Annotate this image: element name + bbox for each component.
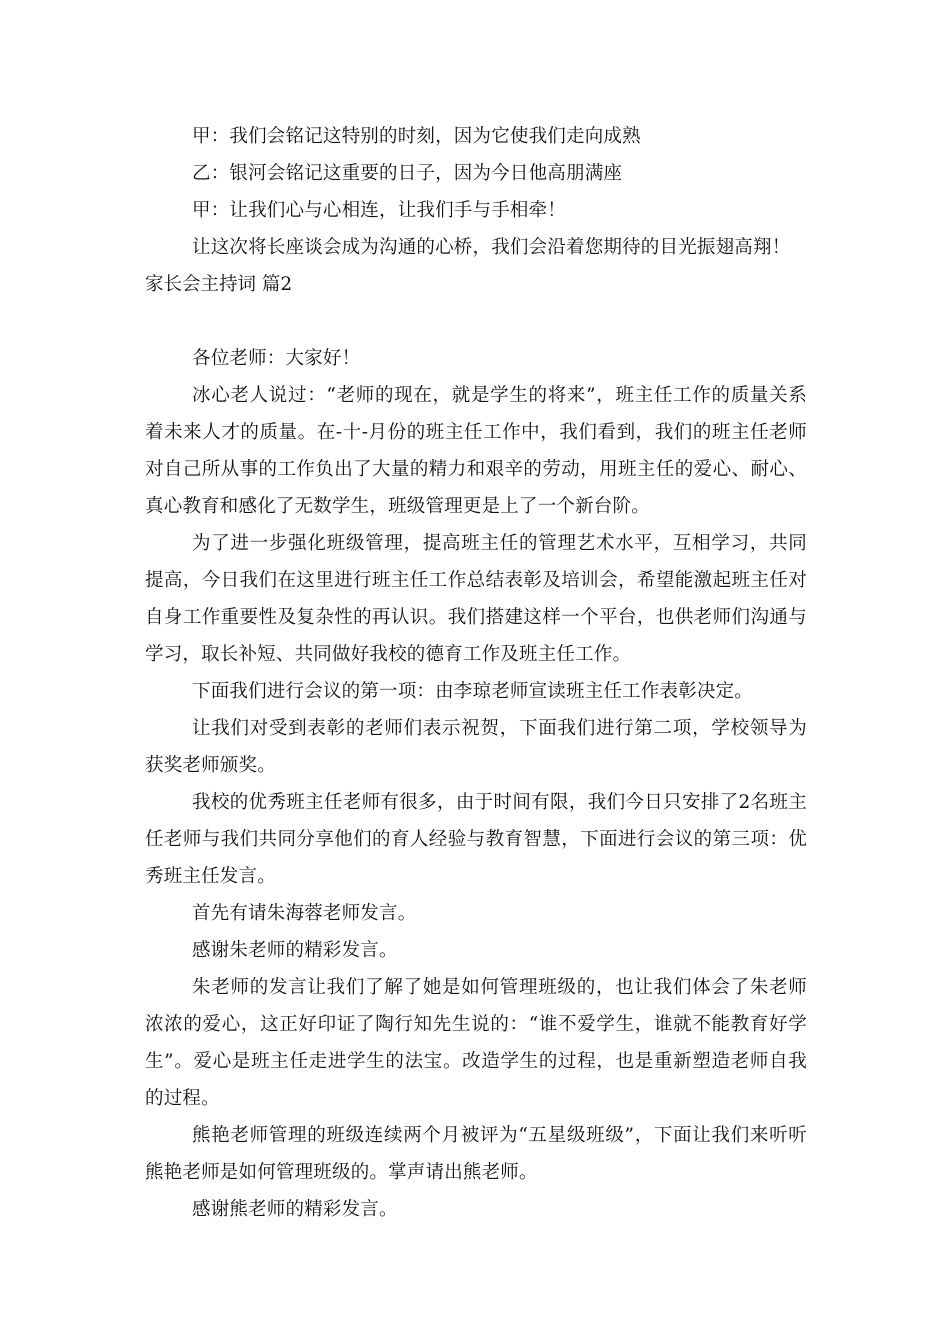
greeting-line: 各位老师：大家好！ (192, 348, 361, 369)
body-paragraph: 下面我们进行会议的第一项：由李琼老师宣读班主任工作表彰决定。 (192, 681, 754, 702)
body-paragraph: 首先有请朱海蓉老师发言。 (192, 903, 417, 924)
body-paragraph: 让我们对受到表彰的老师们表示祝贺，下面我们进行第二项，学校领导为获奖老师颁奖。 (145, 718, 807, 776)
closing-line: 让这次将长座谈会成为沟通的心桥，我们会沿着您期待的目光振翅高翔！ (192, 237, 791, 258)
blank-line (145, 303, 807, 340)
dialogue-line: 甲：让我们心与心相连，让我们手与手相牵！ (192, 200, 567, 221)
document-body (145, 118, 807, 1228)
section-heading: 家长会主持词 篇2 (145, 274, 293, 295)
body-paragraph: 冰心老人说过：“老师的现在，就是学生的将来”，班主任工作的质量关系着未来人才的质量。在-十-月份的班主任工作中，我们看到，我们的班主任老师对自己所从事的工作负出了大量的精力和艰辛的劳动，用班主任的爱心、耐心、真心教育和感化了无数学生，班级管理更是上了一个新台阶。 (145, 385, 807, 517)
body-paragraph: 我校的优秀班主任老师有很多，由于时间有限，我们今日只安排了2名班主任老师与我们共同分享他们的育人经验与教育智慧，下面进行会议的第三项：优秀班主任发言。 (145, 792, 807, 887)
body-paragraph: 朱老师的发言让我们了解了她是如何管理班级的，也让我们体会了朱老师浓浓的爱心，这正好印证了陶行知先生说的：“谁不爱学生，谁就不能教育好学生”。爱心是班主任走进学生的法宝。改造学生的过程，也是重新塑造老师自我的过程。 (145, 977, 807, 1109)
body-paragraph: 熊艳老师管理的班级连续两个月被评为“五星级班级”，下面让我们来听听熊艳老师是如何管理班级的。掌声请出熊老师。 (145, 1125, 807, 1183)
body-paragraph: 为了进一步强化班级管理，提高班主任的管理艺术水平，互相学习，共同提高，今日我们在这里进行班主任工作总结表彰及培训会，希望能激起班主任对自身工作重要性及复杂性的再认识。我们搭建这样一个平台，也供老师们沟通与学习，取长补短、共同做好我校的德育工作及班主任工作。 (145, 533, 807, 665)
dialogue-line: 乙：银河会铭记这重要的日子，因为今日他高朋满座 (192, 163, 623, 184)
dialogue-line: 甲：我们会铭记这特别的时刻，因为它使我们走向成熟 (192, 126, 641, 147)
body-paragraph: 感谢朱老师的精彩发言。 (192, 940, 398, 961)
body-paragraph: 感谢熊老师的精彩发言。 (192, 1199, 398, 1220)
